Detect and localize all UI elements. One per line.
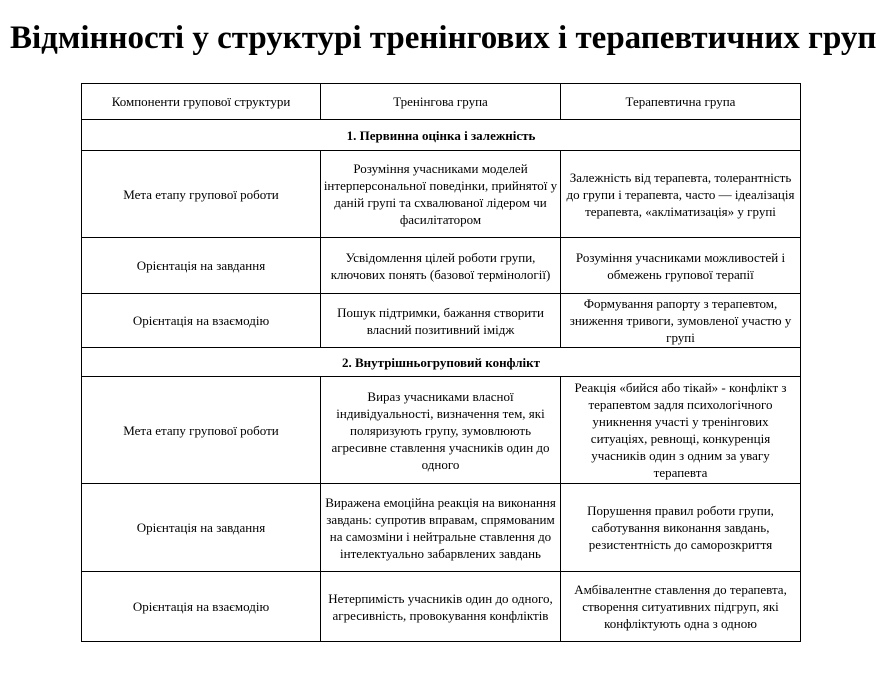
- column-header-components: Компоненти групової структури: [82, 84, 321, 120]
- comparison-table-part-2: [81, 347, 801, 642]
- column-header-training: Тренінгова група: [321, 84, 561, 120]
- section-header-row: [82, 348, 801, 377]
- table-row: [82, 151, 801, 238]
- training-cell: Виражена емоційна реакція на виконання завдань: супротив вправам, спрямованим на самозміни і нейтральне ставлення до інтелектуально забарвлених завдань: [321, 484, 561, 572]
- therapy-cell: Залежність від терапевта, толерантність до групи і терапевта, часто — ідеалізація терапевта, «акліматизація» у групі: [561, 151, 801, 238]
- comparison-table-part-1: [81, 83, 801, 348]
- therapy-cell: Формування рапорту з терапевтом, зниження тривоги, зумовленої участю у групі: [561, 294, 801, 348]
- component-cell: Орієнтація на взаємодію: [82, 294, 321, 348]
- training-cell: Нетерпимість учасників один до одного, агресивність, провокування конфліктів: [321, 572, 561, 642]
- training-cell: Вираз учасниками власної індивідуальності, визначення тем, які поляризують групу, зумовлюють агресивне ставлення учасників один до одного: [321, 377, 561, 484]
- component-cell: Орієнтація на взаємодію: [82, 572, 321, 642]
- training-cell: Усвідомлення цілей роботи групи, ключових понять (базової термінології): [321, 238, 561, 294]
- table-row: [82, 238, 801, 294]
- component-cell: Мета етапу групової роботи: [82, 377, 321, 484]
- component-cell: Мета етапу групової роботи: [82, 151, 321, 238]
- component-cell: Орієнтація на завдання: [82, 484, 321, 572]
- table-header-row: [82, 84, 801, 120]
- table-row: [82, 294, 801, 348]
- section-heading-1: 1. Первинна оцінка і залежність: [82, 120, 801, 151]
- table-row: [82, 377, 801, 484]
- therapy-cell: Розуміння учасниками можливостей і обмежень групової терапії: [561, 238, 801, 294]
- page-title: Відмінності у структурі тренінгових і терапевтичних груп: [10, 20, 877, 56]
- training-cell: Розуміння учасниками моделей інтерперсональної поведінки, прийнятої у даній групі та схвалюваної лідером чи фасилітатором: [321, 151, 561, 238]
- therapy-cell: Амбівалентне ставлення до терапевта, створення ситуативних підгруп, які конфліктують одна з одною: [561, 572, 801, 642]
- table-row: [82, 484, 801, 572]
- component-cell: Орієнтація на завдання: [82, 238, 321, 294]
- table-row: [82, 572, 801, 642]
- therapy-cell: Реакція «бийся або тікай» - конфлікт з терапевтом задля психологічного уникнення участі у тренінгових ситуаціях, ревнощі, конкуренція учасників один з одним за увагу терапевта: [561, 377, 801, 484]
- section-header-row: [82, 120, 801, 151]
- section-heading-2: 2. Внутрішньогруповий конфлікт: [82, 348, 801, 377]
- training-cell: Пошук підтримки, бажання створити власний позитивний імідж: [321, 294, 561, 348]
- column-header-therapy: Терапевтична група: [561, 84, 801, 120]
- therapy-cell: Порушення правил роботи групи, саботування виконання завдань, резистентність до саморозкриття: [561, 484, 801, 572]
